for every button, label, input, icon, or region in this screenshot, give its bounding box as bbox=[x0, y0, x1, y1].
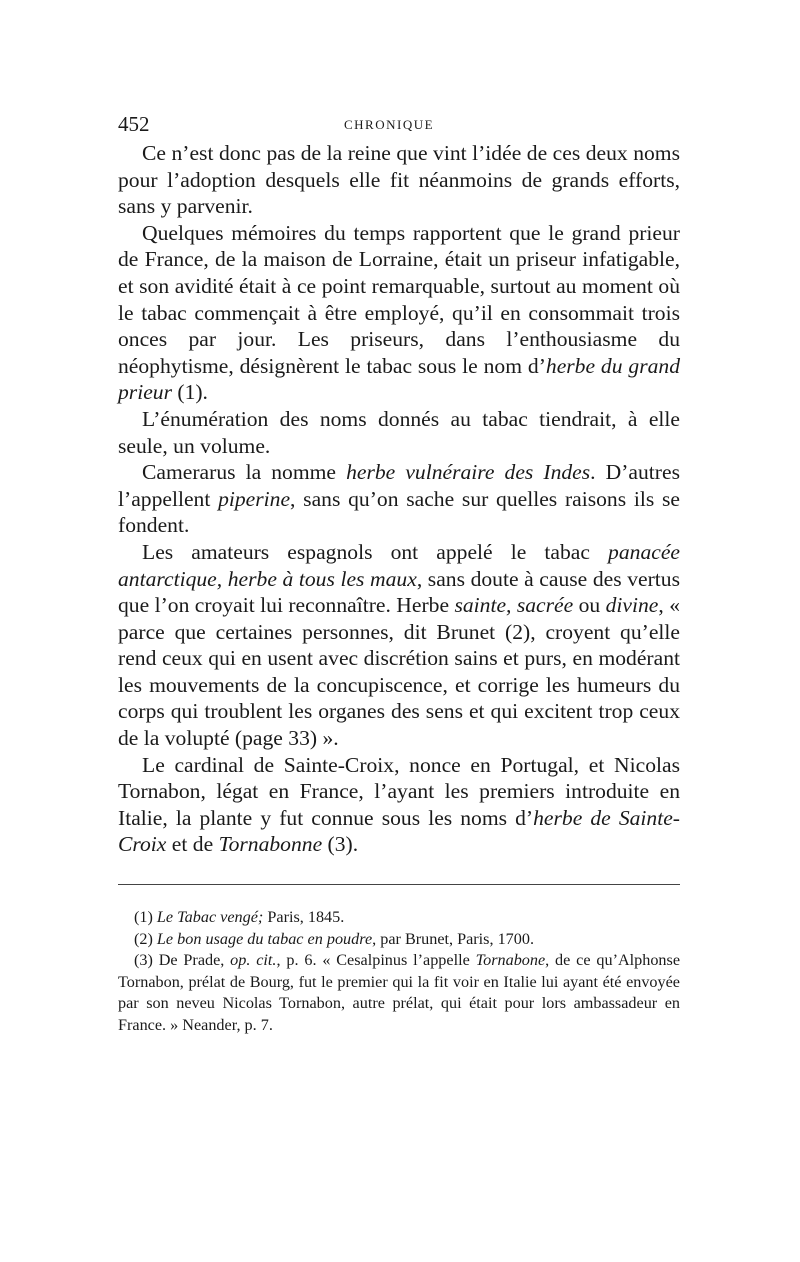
italic-text-run: op. cit. bbox=[230, 951, 277, 970]
text-run: , p. 6. « Cesalpinus l’appelle bbox=[276, 951, 476, 970]
body-text bbox=[118, 140, 680, 858]
text-run: , sans doute à cause des vertus que l’on croyait lui reconnaître. Herbe bbox=[118, 566, 680, 618]
italic-text-run: herbe de Sainte-Croix bbox=[118, 805, 680, 857]
italic-text-run: panacée antarctique, herbe à tous les maux bbox=[118, 539, 680, 591]
text-run: (1). bbox=[171, 380, 208, 405]
text-run: (3) De Prade, bbox=[134, 951, 231, 970]
footnotes bbox=[118, 907, 680, 1036]
text-run: Paris, 1845. bbox=[263, 908, 345, 927]
page-number: 452 bbox=[118, 112, 150, 136]
paragraph bbox=[118, 459, 680, 539]
text-run: , sans qu’on sache sur quelles raisons ils se fondent. bbox=[118, 486, 680, 538]
text-run: ou bbox=[573, 593, 606, 618]
text-run: Camerarus la nomme bbox=[142, 460, 347, 485]
paragraph bbox=[118, 539, 680, 752]
italic-text-run: Tornabonne bbox=[218, 832, 323, 857]
text-run: Les amateurs espagnols ont appelé le tabac bbox=[142, 539, 609, 564]
text-run: , par Brunet, Paris, 1700. bbox=[372, 929, 534, 948]
italic-text-run: Tornabone bbox=[475, 951, 546, 970]
running-title: CHRONIQUE bbox=[344, 117, 435, 132]
italic-text-run: herbe vulnéraire des Indes bbox=[346, 460, 591, 485]
text-run: Quelques mémoires du temps rapportent que le grand prieur de France, de la maison de Lorraine, était un priseur infatigable, et son avidité était à ce point remarquable, surtout au moment où le tabac commençait à être employé, qu’il en consommait trois onces par jour. Les priseurs, dans l’enthousiasme du néophytisme, désignèrent le tabac sous le nom d’ bbox=[118, 220, 680, 378]
text-run: . D’autres l’appellent bbox=[118, 460, 680, 511]
text-run: (3). bbox=[322, 832, 359, 857]
paragraph bbox=[118, 406, 680, 459]
text-run: et de bbox=[166, 832, 219, 857]
paragraph bbox=[118, 752, 680, 858]
footnote-rule bbox=[118, 884, 680, 885]
italic-text-run: Le bon usage du tabac en poudre bbox=[156, 929, 373, 948]
book-page bbox=[118, 112, 680, 1036]
text-run: (2) bbox=[134, 929, 157, 948]
italic-text-run: divine bbox=[605, 593, 659, 618]
text-run: Ce n’est donc pas de la reine que vint l’idée de ces deux noms pour l’adoption desquels elle fit néanmoins de grands efforts, sans y parvenir. bbox=[118, 141, 680, 219]
footnote bbox=[118, 929, 680, 951]
italic-text-run: Le Tabac vengé; bbox=[156, 908, 264, 927]
text-run: Le cardinal de Sainte-Croix, nonce en Portugal, et Nicolas Tornabon, légat en France, l’ayant les premiers introduite en Italie, la plante y fut connue sous les noms d’ bbox=[118, 752, 680, 830]
footnote bbox=[118, 950, 680, 1036]
text-run: L’énumération des noms donnés au tabac tiendrait, à elle seule, un volume. bbox=[118, 406, 680, 458]
running-head bbox=[118, 112, 680, 140]
text-run: , « parce que certaines personnes, dit Brunet (2), croyent qu’elle rend ceux qui en usent avec discrétion sains et purs, en modérant les mouvements de la concupiscence, et corrige les humeurs du corps qui troublent les organes des sens et qui excitent trop ceux de la volupté (page 33) ». bbox=[118, 593, 680, 751]
text-run: (1) bbox=[134, 908, 157, 927]
paragraph bbox=[118, 220, 680, 406]
italic-text-run: piperine bbox=[218, 486, 291, 511]
italic-text-run: sainte, sacrée bbox=[454, 593, 574, 618]
italic-text-run: herbe du grand prieur bbox=[118, 353, 680, 405]
footnote bbox=[118, 907, 680, 929]
text-run: , de ce qu’Alphonse Tornabon, prélat de Bourg, fut le premier qui la fit voir en Italie lui ayant été envoyée par son neveu Nicolas Tornabon, autre prélat, qui était pour lors ambassadeur en France. » Neander, p. 7. bbox=[118, 951, 681, 1034]
paragraph bbox=[118, 140, 680, 220]
